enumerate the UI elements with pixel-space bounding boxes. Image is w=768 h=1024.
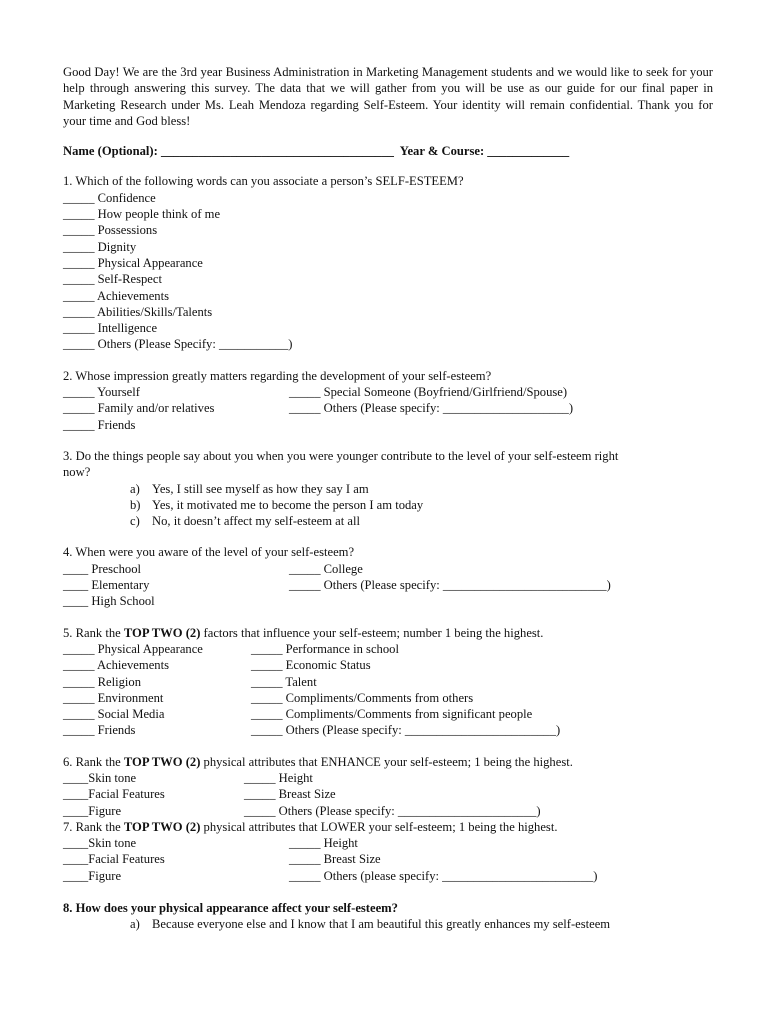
option-text: Because everyone else and I know that I am beautiful this greatly enhances my self-esteem — [152, 917, 611, 932]
q1-option[interactable]: _____ Achievements — [63, 288, 169, 303]
q6-option[interactable]: ____Skin tone — [63, 770, 137, 785]
q6-option[interactable]: _____ Breast Size — [244, 787, 336, 802]
intro-paragraph: Good Day! We are the 3rd year Business Administration in Marketing Management students and we would like to seek for your help through answering this survey. The data that we will gather from you will be use as our guide for our final paper in Marketing Research under Ms. Leah Mendoza regarding Self-Esteem. Your identity will remain confidential. Thank you for your time and God bless! — [63, 65, 713, 128]
q7-option[interactable]: ____Facial Features — [63, 852, 165, 867]
question-2 — [63, 368, 713, 433]
q5-option[interactable]: _____ Compliments/Comments from significant people — [251, 707, 533, 722]
question-3 — [63, 448, 713, 529]
q2-option[interactable]: _____ Yourself — [63, 385, 140, 400]
q4-option[interactable]: ____ Preschool — [63, 561, 142, 576]
q6-option[interactable]: ____Figure — [63, 803, 122, 818]
q1-option[interactable]: _____ Abilities/Skills/Talents — [63, 304, 213, 319]
q6-option[interactable]: _____ Others (Please specify: ______________________) — [244, 803, 541, 818]
q1-option[interactable]: _____ Confidence — [63, 190, 156, 205]
q5-option[interactable]: _____ Others (Please specify: ________________________) — [251, 723, 561, 738]
question-4 — [63, 544, 713, 609]
name-year-course-line[interactable]: Name (Optional): _____________________________________ Year & Course: _____________ — [63, 144, 570, 159]
q7-option[interactable]: _____ Height — [289, 836, 358, 851]
q5-option[interactable]: _____ Friends — [63, 723, 136, 738]
q1-option[interactable]: _____ Physical Appearance — [63, 255, 203, 270]
question-8 — [63, 900, 713, 933]
survey-page — [63, 64, 713, 933]
q4-option[interactable]: _____ College — [289, 561, 363, 576]
q5-option[interactable]: _____ Performance in school — [251, 641, 399, 656]
q8-option[interactable] — [63, 916, 713, 932]
q2-option[interactable]: _____ Family and/or relatives — [63, 401, 215, 416]
question-7-text: 7. Rank the TOP TWO (2) physical attributes that LOWER your self-esteem; 1 being the highest. — [63, 819, 558, 834]
q7-option[interactable]: _____ Breast Size — [289, 852, 381, 867]
question-7 — [63, 819, 713, 884]
option-text: Yes, I still see myself as how they say I am — [152, 481, 369, 496]
question-8-text: 8. How does your physical appearance affect your self-esteem? — [63, 901, 398, 916]
q1-option[interactable]: _____ Dignity — [63, 239, 137, 254]
question-6-text: 6. Rank the TOP TWO (2) physical attributes that ENHANCE your self-esteem; 1 being the highest. — [63, 754, 573, 769]
q5-option[interactable]: _____ Religion — [63, 674, 142, 689]
q6-option[interactable]: ____Facial Features — [63, 787, 165, 802]
option-text: Yes, it motivated me to become the person I am today — [152, 497, 424, 512]
q3-option[interactable] — [63, 497, 713, 513]
question-5 — [63, 625, 713, 739]
question-5-text: 5. Rank the TOP TWO (2) factors that influence your self-esteem; number 1 being the highest. — [63, 625, 544, 640]
q1-option[interactable]: _____ How people think of me — [63, 207, 221, 222]
option-letter: a) — [130, 917, 140, 932]
question-4-text: 4. When were you aware of the level of your self-esteem? — [63, 545, 355, 560]
question-1-text: 1. Which of the following words can you associate a person’s SELF-ESTEEM? — [63, 174, 464, 189]
q1-option[interactable]: _____ Possessions — [63, 223, 158, 238]
q5-option[interactable]: _____ Talent — [251, 674, 317, 689]
q3-option[interactable] — [63, 481, 713, 497]
q2-option[interactable]: _____ Special Someone (Boyfriend/Girlfriend/Spouse) — [289, 385, 568, 400]
question-6 — [63, 754, 713, 819]
q2-option[interactable]: _____ Others (Please specify: ____________________) — [289, 401, 574, 416]
q7-option[interactable]: ____Skin tone — [63, 836, 137, 851]
q5-option[interactable]: _____ Physical Appearance — [63, 641, 203, 656]
q2-option[interactable]: _____ Friends — [63, 417, 136, 432]
q1-option[interactable]: _____ Self-Respect — [63, 272, 162, 287]
option-letter: b) — [130, 497, 141, 512]
question-3-text: 3. Do the things people say about you when you were younger contribute to the level of your self-esteem right — [63, 448, 619, 463]
q5-option[interactable]: _____ Achievements — [63, 658, 169, 673]
q5-option[interactable]: _____ Social Media — [63, 707, 165, 722]
option-text: No, it doesn’t affect my self-esteem at all — [152, 514, 360, 529]
q5-option[interactable]: _____ Economic Status — [251, 658, 371, 673]
q7-option[interactable]: _____ Others (please specify: ________________________) — [289, 868, 598, 883]
q1-option[interactable]: _____ Intelligence — [63, 321, 158, 336]
q1-option[interactable]: _____ Others (Please Specify: ___________) — [63, 337, 293, 352]
q5-option[interactable]: _____ Compliments/Comments from others — [251, 690, 474, 705]
option-letter: c) — [130, 514, 140, 529]
question-1 — [63, 173, 713, 352]
q4-option[interactable]: ____ Elementary — [63, 578, 150, 593]
q7-option[interactable]: ____Figure — [63, 868, 122, 883]
question-2-text: 2. Whose impression greatly matters regarding the development of your self-esteem? — [63, 368, 492, 383]
option-letter: a) — [130, 481, 140, 496]
q4-option[interactable]: _____ Others (Please specify: __________________________) — [289, 578, 611, 593]
q6-option[interactable]: _____ Height — [244, 770, 313, 785]
q3-option[interactable] — [63, 513, 713, 529]
q5-option[interactable]: _____ Environment — [63, 690, 164, 705]
question-3-text-cont: now? — [63, 465, 91, 480]
q4-option[interactable]: ____ High School — [63, 594, 155, 609]
